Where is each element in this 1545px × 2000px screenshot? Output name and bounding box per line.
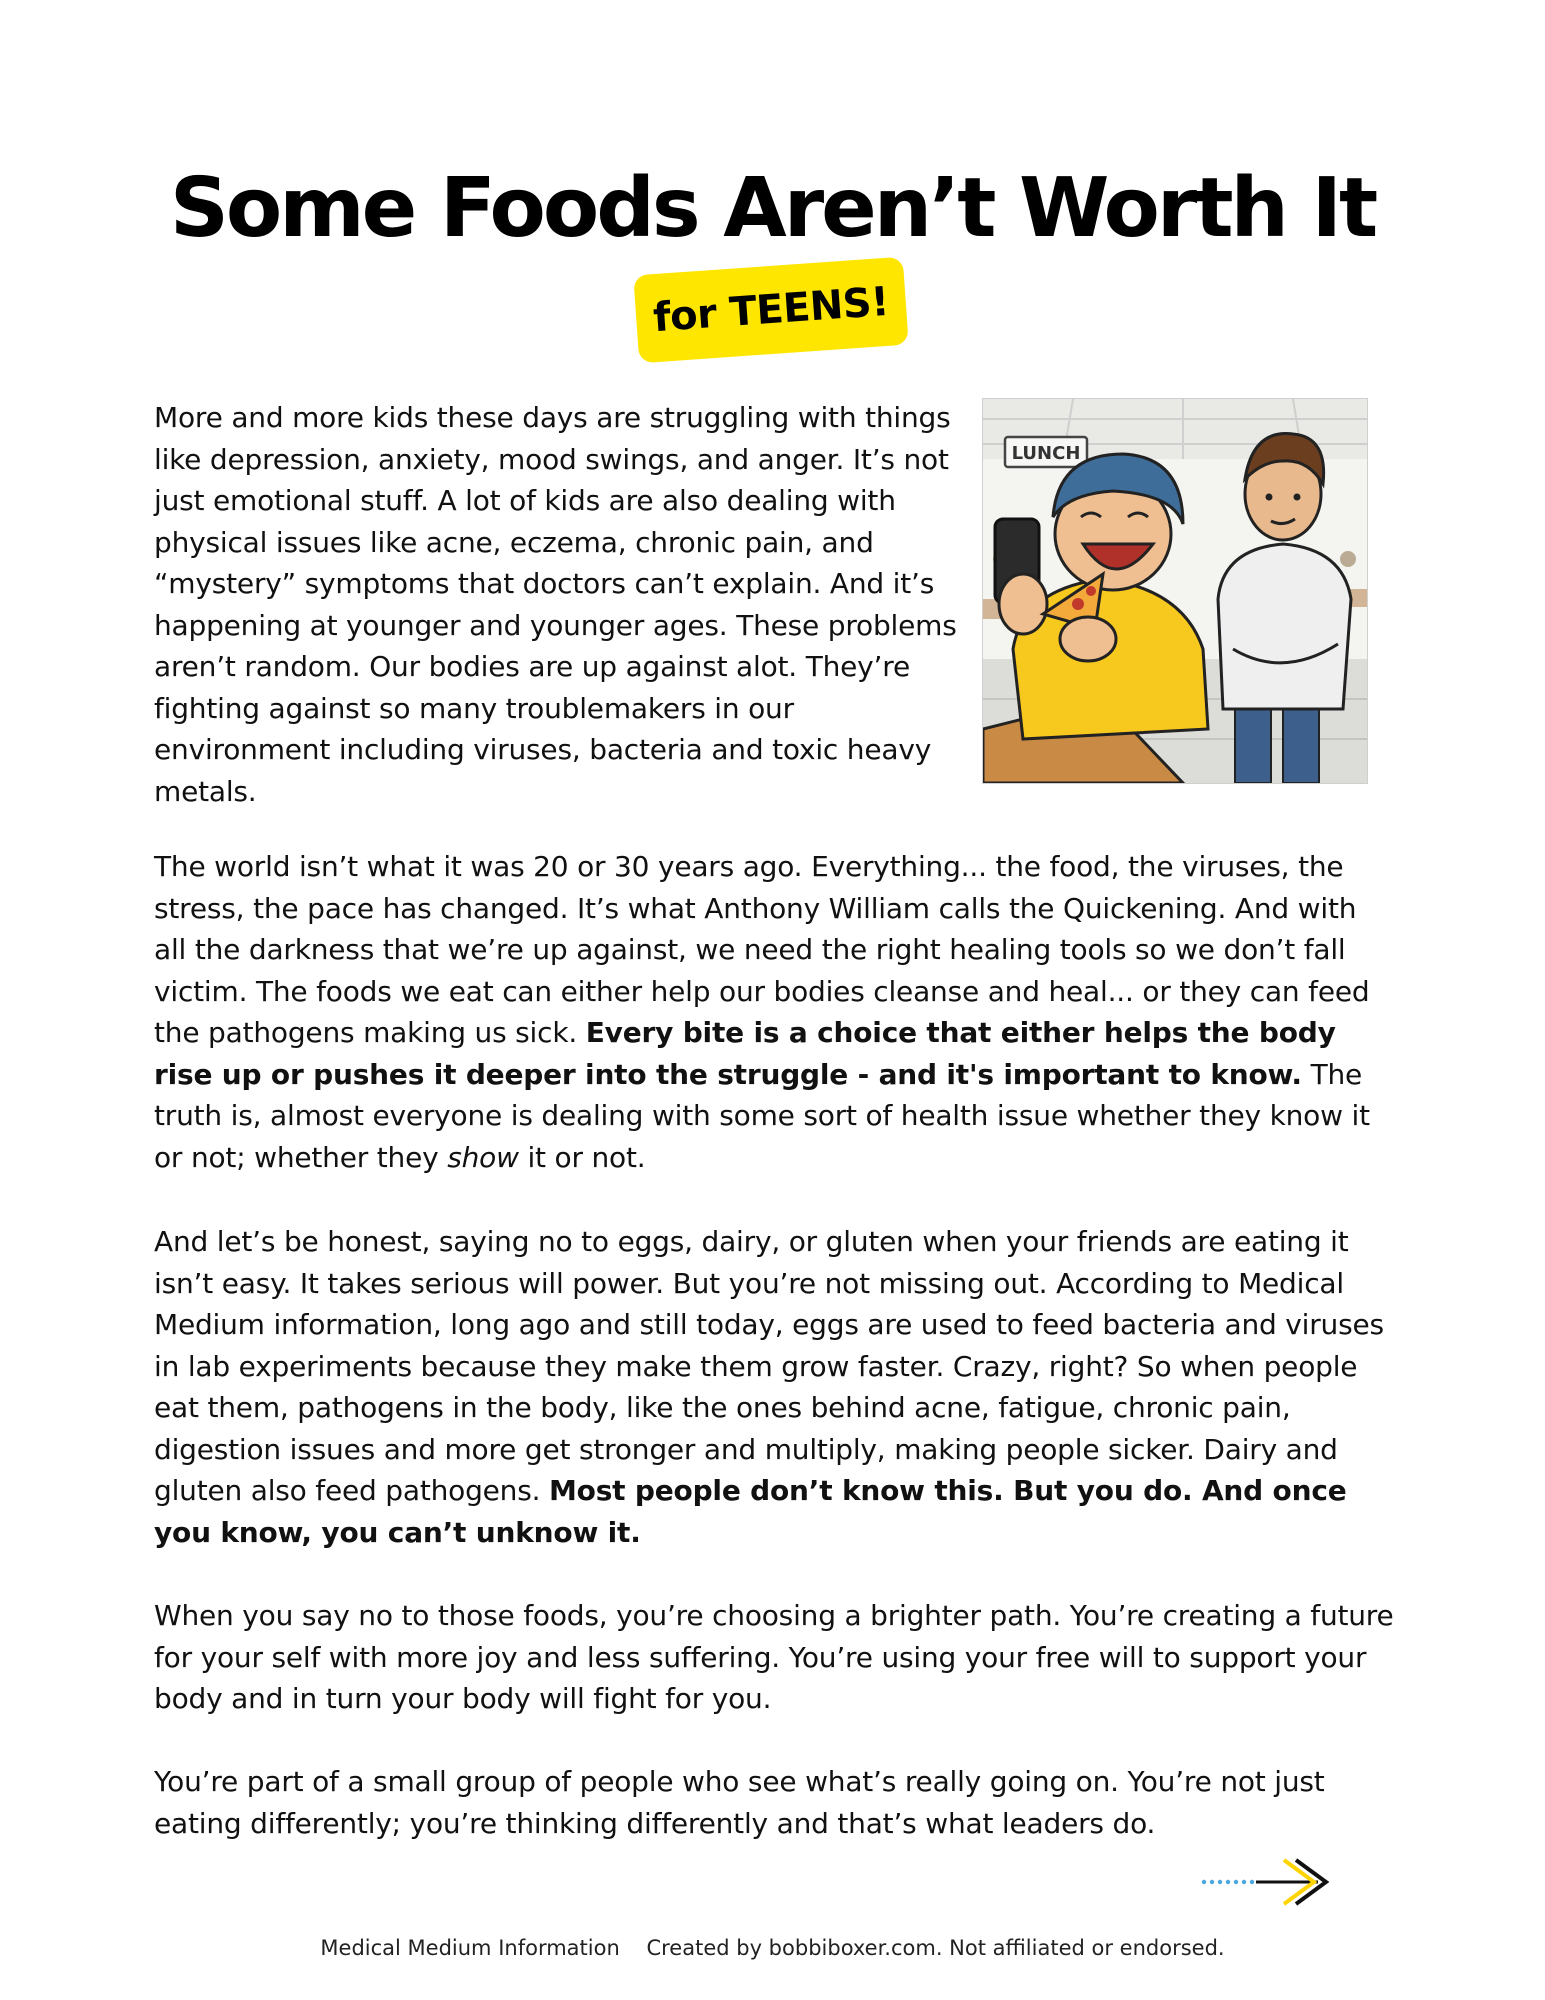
- intro-paragraph: More and more kids these days are struggling with things like depression, anxiety, mood swings, and anger. It’s not just emotional stuff. A lot of kids are also dealing with physical issues like acne, eczema, chronic pain, and “mystery” symptoms that doctors can’t explain. And it’s happening at younger and younger ages. These problems aren’t random. Our bodies are up against alot. They’re fighting against so many troublemakers in our environment including viruses, bacteria and toxic heavy metals.: [154, 401, 957, 808]
- p2-text2: The truth is, almost everyone is dealing with some sort of health issue whether they know it or not; whether they: [154, 1057, 1370, 1174]
- brighter-path-paragraph: When you say no to those foods, you’re choosing a brighter path. You’re creating a future for your self with more joy and less suffering. You’re using your free will to support your body and in turn your body will fight for you.: [154, 1599, 1394, 1715]
- p3-text: And let’s be honest, saying no to eggs, dairy, or gluten when your friends are eating it isn’t easy. It takes serious will power. But you’re not missing out. According to Medical Medium information, long ago and still today, eggs are used to feed bacteria and viruses in lab experiments because they make them grow faster. Crazy, right? So when people eat them, pathogens in the body, like the ones behind acne, fatigue, chronic pain, digestion issues and more get stronger and multiply, making people sicker. Dairy and gluten also feed pathogens.: [154, 1225, 1384, 1507]
- p2-text3: it or not.: [518, 1140, 646, 1174]
- p3-bold: Most people don’t know this. But you do. And once you know, you can’t unknow it.: [154, 1474, 1347, 1549]
- quickening-paragraph: [154, 846, 1394, 1178]
- footer-credit: Created by bobbiboxer.com. Not affiliated or endorsed.: [646, 1936, 1225, 1960]
- p2-text: The world isn’t what it was 20 or 30 years ago. Everything... the food, the viruses, the stress, the pace has changed. It’s what Anthony William calls the Quickening. And with all the darkness that we’re up against, we need the right healing tools so we don’t fall victim. The foods we eat can either help our bodies cleanse and heal... or they can feed the pathogens making us sick.: [154, 850, 1370, 1049]
- foods-paragraph: [154, 1221, 1394, 1553]
- p2-bold: Every bite is a choice that either helps the body rise up or pushes it deeper into the struggle - and it's important to know.: [154, 1016, 1336, 1091]
- footer: [0, 1936, 1545, 1960]
- lunch-illustration: [982, 398, 1368, 784]
- p2-italic: show: [447, 1140, 519, 1174]
- teens-eating-illustration: [983, 399, 1367, 783]
- next-arrow-icon[interactable]: [1200, 1855, 1340, 1909]
- leaders-paragraph: You’re part of a small group of people who see what’s really going on. You’re not just eating differently; you’re thinking differently and that’s what leaders do.: [154, 1765, 1325, 1840]
- page-title: Some Foods Aren’t Worth It: [169, 161, 1376, 256]
- footer-source: Medical Medium Information: [320, 1936, 620, 1960]
- lunch-sign: LUNCH: [1011, 443, 1081, 464]
- teens-badge: for TEENS!: [633, 257, 908, 364]
